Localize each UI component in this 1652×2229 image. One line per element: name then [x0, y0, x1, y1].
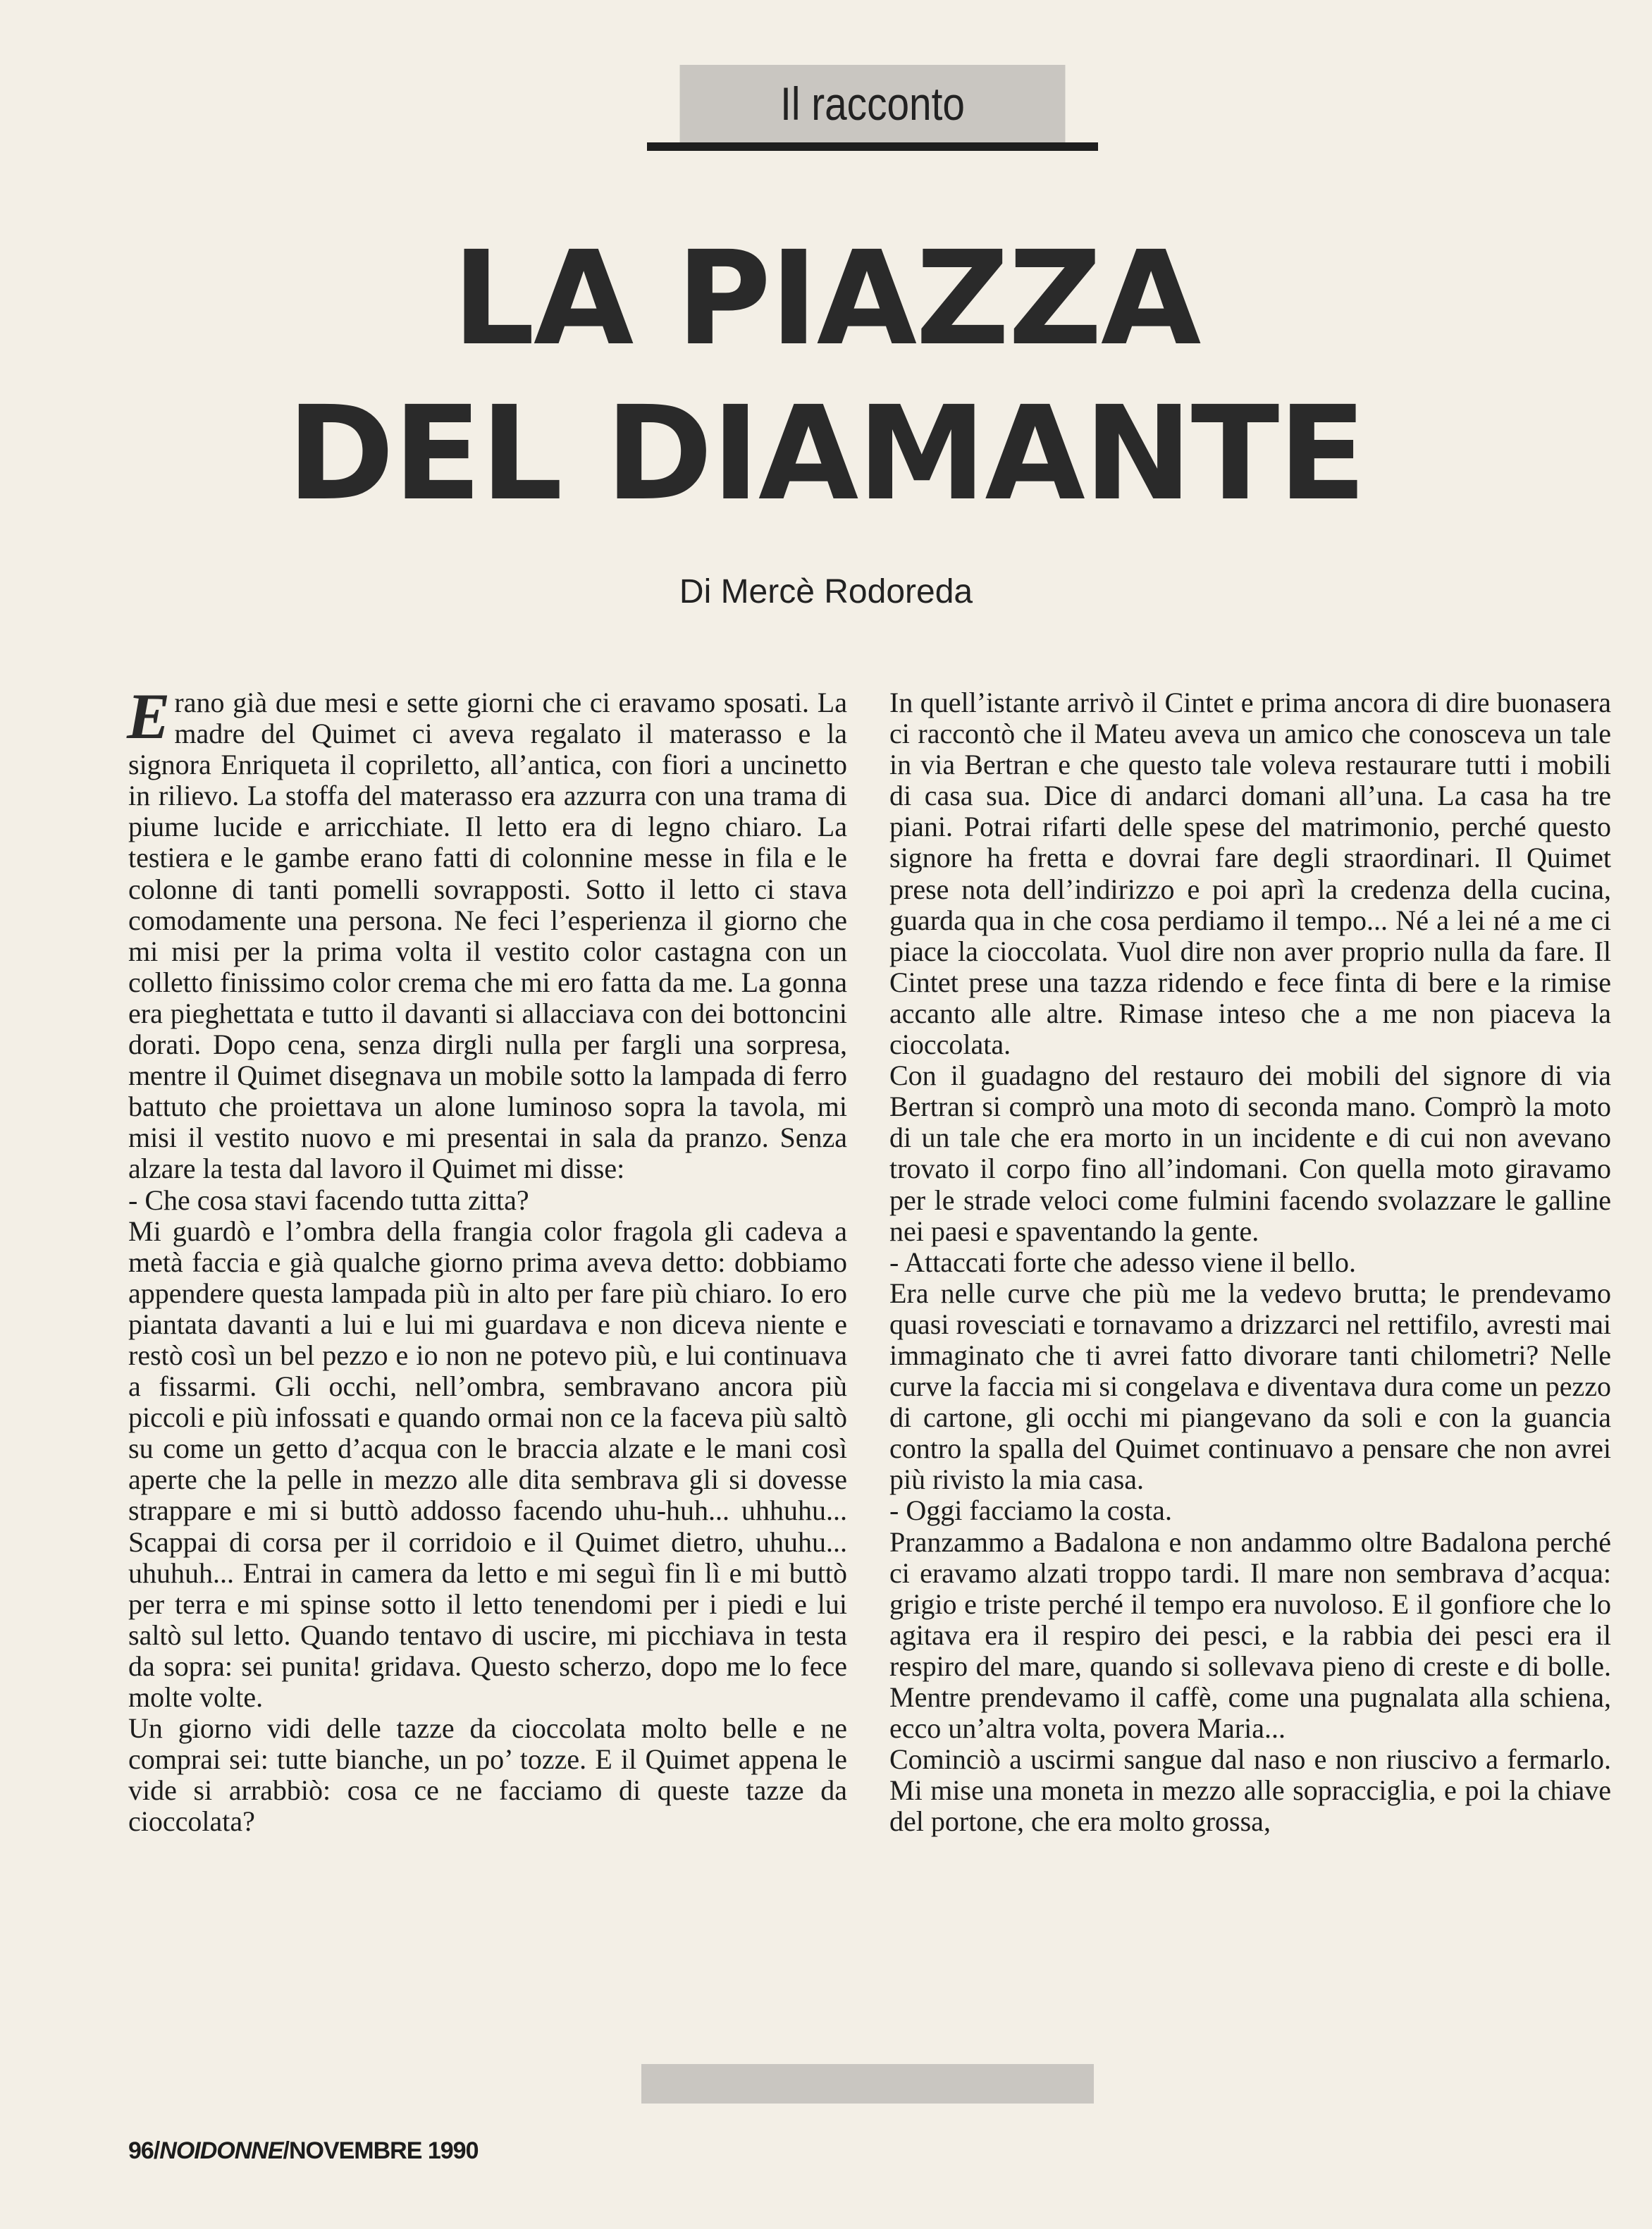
page-number: 96/ [128, 2137, 160, 2164]
right-column [889, 687, 1611, 1837]
article-title-line1: LA PIAZZA [452, 223, 1200, 374]
paragraph: In quell’istante arrivò il Cintet e prima ancora di dire buonasera ci raccontò che il Mateu aveva un amico che conosceva un tale in via Bertran e che questo tale voleva restaurare tutti i mobili di casa sua. Dice di andarci domani all’una. La casa ha tre piani. Potrai rifarti delle spese del matrimonio, perché questo signore ha fretta e dovrai fare degli straordinari. Il Quimet prese nota dell’indirizzo e poi aprì la credenza della cucina, guarda qua in che cosa perdiamo il tempo... Né a lei né a me ci piace la cioccolata. Vuol dire non aver proprio nulla da fare. Il Cintet prese una tazza ridendo e fece finta di bere e la rimise accanto alle altre. Rimase inteso che a me non piaceva la cioccolata. [889, 687, 1611, 1061]
paragraph-text: rano già due mesi e sette giorni che ci eravamo sposati. La madre del Quimet ci aveva regalato il materasso e la signora Enriqueta il copriletto, all’antica, con fiori a uncinetto in rilievo. La stoffa del materasso era azzurra con una trama di piume lucide e arricchiate. Il letto era di legno chiaro. La testiera e le gambe erano fatti di colonnine messe in fila e le colonne di tanti pomelli sovrapposti. Sotto il letto ci stava comodamente una persona. Ne feci l’esperienza il giorno che mi misi per la prima volta il vestito color castagna con un colletto finissimo color crema che mi ero fatta da me. La gonna era pieghettata e tutto il davanti si allacciava con dei bottoncini dorati. Dopo cena, senza dirgli nulla per fargli una sorpresa, mentre il Quimet disegnava un mobile sotto la lampada di ferro battuto che proiettava un alone luminoso sopra la tavola, mi misi il vestito nuovo e mi presentai in sala da pranzo. Senza alzare la testa dal lavoro il Quimet mi disse: [128, 687, 847, 1185]
page-footer [128, 2137, 479, 2165]
paragraph: Con il guadagno del restauro dei mobili del signore di via Bertran si comprò una moto di seconda mano. Comprò la moto di un tale che era morto in un incidente e di cui non avevano trovato il corpo fino all’indomani. Con quella moto giravamo per le strade veloci come fulmini facendo svolazzare le galline nei paesi e spaventando la gente. [889, 1060, 1611, 1247]
section-label: Il racconto [680, 65, 1066, 142]
left-column [127, 680, 847, 1838]
paragraph: - Attaccati forte che adesso viene il bello. [889, 1246, 1356, 1278]
drop-cap: E [127, 680, 171, 752]
article-title-line2: DEL DIAMANTE [286, 379, 1366, 529]
section-rule [647, 142, 1098, 151]
paragraph: Mi guardò e l’ombra della frangia color fragola gli cadeva a metà faccia e già qualche giorno prima aveva detto: dobbiamo appendere questa lampada più in alto per fare più chiaro. Io ero piantata davanti a lui e lui mi guardava e non diceva niente e restò così un bel pezzo e io non ne potevo più, e lui continuava a fissarmi. Gli occhi, nell’ombra, sembravano ancora più piccoli e più infossati e quando ormai non ce la faceva più saltò su come un getto d’acqua con le braccia alzate e le mani così aperte che la pelle in mezzo alle dita sembrava gli si dovesse strappare e mi si buttò addosso facendo uhu-huh... uhhuhu... Scappai di corsa per il corridoio e il Quimet dietro, uhuhu... uhuhuh... Entrai in camera da letto e mi seguì fin lì e mi buttò per terra e mi spinse sotto il letto tenendomi per i piedi e lui saltò sul letto. Quando tentavo di uscire, mi picchiava in testa da sopra: sei punita! gridava. Questo scherzo, dopo me lo fece molte volte. [128, 1215, 847, 1713]
paragraph: Un giorno vidi delle tazze da cioccolata molto belle e ne comprai sei: tutte bianche, un po’ tozze. E il Quimet appena le vide si arrabbiò: cosa ce ne facciamo di queste tazze da cioccolata? [128, 1712, 847, 1838]
magazine-name: NOIDONNE [159, 2137, 283, 2164]
paragraph: - Che cosa stavi facendo tutta zitta? [128, 1184, 529, 1216]
bottom-decoration-bar [641, 2064, 1094, 2104]
paragraph: Cominciò a uscirmi sangue dal naso e non riuscivo a fermarlo. Mi mise una moneta in mezzo alle sopracciglia, e poi la chiave del portone, che era molto grossa, [889, 1743, 1611, 1838]
issue-date: /NOVEMBRE 1990 [283, 2137, 479, 2164]
paragraph: Pranzammo a Badalona e non andammo oltre Badalona perché ci eravamo alzati troppo tardi. Il mare non sembrava d’acqua: grigio e triste perché il tempo era nuvoloso. E il gonfiore che lo agitava era il respiro dei pesci, e la rabbia dei pesci era il respiro del mare, quando si sollevava pieno di creste e di bolle. Mentre prendevamo il caffè, come una pugnalata alla schiena, ecco un’altra volta, povera Maria... [889, 1525, 1611, 1745]
paragraph: - Oggi facciamo la costa. [889, 1494, 1172, 1527]
byline: Di Mercè Rodoreda [679, 573, 973, 610]
paragraph [127, 680, 847, 1185]
paragraph: Era nelle curve che più me la vedevo brutta; le prendevamo quasi rovesciati e tornavamo a drizzarci nel rettifilo, avresti mai immaginato che ti avrei fatto divorare tanti chilometri? Nelle curve la faccia mi si congelava e diventava dura come un pezzo di cartone, gli occhi mi piangevano da soli e con la guancia contro la spalla del Quimet continuavo a pensare che non avrei più rivisto la mia casa. [889, 1277, 1611, 1496]
